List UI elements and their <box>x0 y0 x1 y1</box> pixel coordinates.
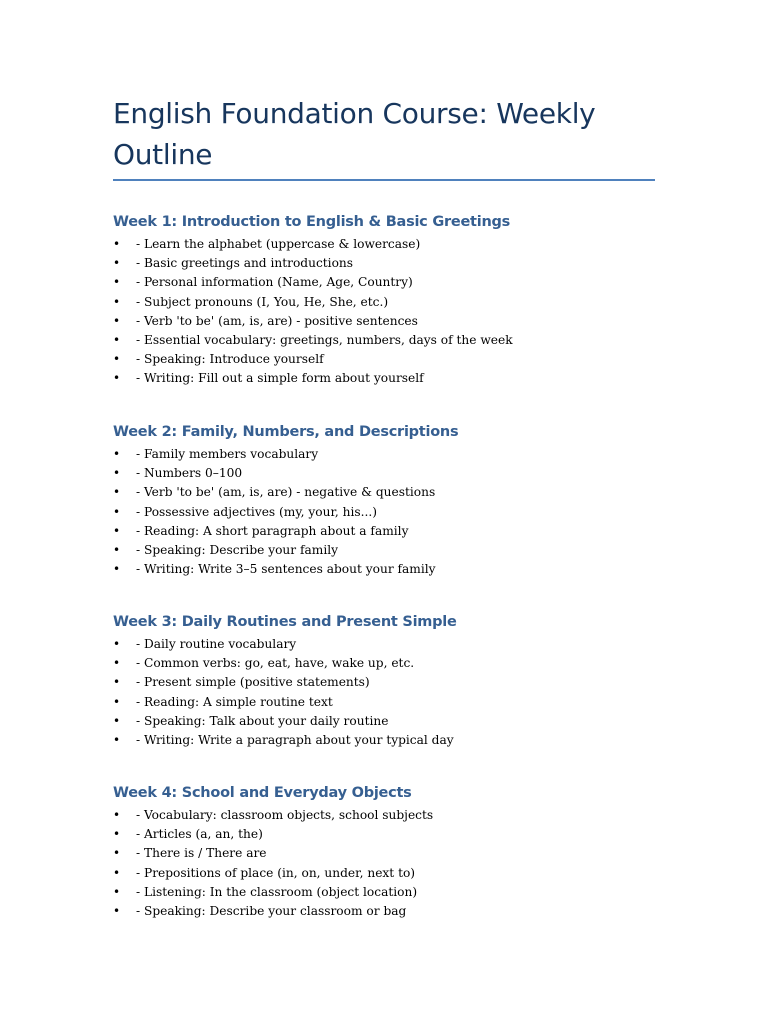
bullet-icon: • <box>113 542 121 557</box>
week-3-section <box>113 612 673 750</box>
bullet-icon: • <box>113 237 121 251</box>
week-1-heading: Week 1: Introduction to English & Basic Greetings <box>113 214 511 230</box>
list-item-text: - Essential vocabulary: greetings, numbers, days of the week <box>136 332 513 347</box>
bullet-icon: • <box>113 656 121 671</box>
list-item <box>113 235 673 254</box>
list-item <box>113 541 673 560</box>
list-item-text: - Learn the alphabet (uppercase & lowercase) <box>136 237 421 251</box>
list-item-text: - Verb 'to be' (am, is, are) - negative & questions <box>136 485 436 500</box>
bullet-icon: • <box>113 275 121 290</box>
bullet-icon: • <box>113 332 121 347</box>
bullet-icon: • <box>113 504 121 519</box>
list-item-text: - Listening: In the classroom (object location) <box>136 884 418 899</box>
list-item <box>113 522 673 541</box>
list-item <box>113 654 673 673</box>
week-3-heading: Week 3: Daily Routines and Present Simple <box>113 614 457 630</box>
list-item-text: - Speaking: Talk about your daily routine <box>136 713 389 728</box>
week-1-section <box>113 212 673 389</box>
list-item <box>113 712 673 731</box>
list-item <box>113 902 673 921</box>
list-item-text: - Numbers 0–100 <box>136 466 243 481</box>
week-2-section <box>113 422 673 579</box>
bullet-icon: • <box>113 466 121 481</box>
week-2-heading: Week 2: Family, Numbers, and Descriptions <box>113 424 459 440</box>
list-item-text: - Daily routine vocabulary <box>136 637 297 651</box>
bullet-icon: • <box>113 637 121 651</box>
list-item-text: - Speaking: Describe your family <box>136 542 338 557</box>
list-item <box>113 331 673 350</box>
bullet-icon: • <box>113 884 121 899</box>
bullet-icon: • <box>113 808 121 822</box>
list-item-text: - Writing: Write 3–5 sentences about your family <box>136 562 436 577</box>
list-item-text: - Reading: A short paragraph about a family <box>136 523 409 538</box>
bullet-icon: • <box>113 294 121 309</box>
list-item <box>113 369 673 388</box>
list-item <box>113 483 673 502</box>
page-title: English Foundation Course: Weekly Outline <box>113 97 596 171</box>
list-item-text: - Reading: A simple routine text <box>136 694 333 709</box>
bullet-icon: • <box>113 846 121 861</box>
list-item <box>113 844 673 863</box>
list-item-text: - Writing: Write a paragraph about your typical day <box>136 732 454 747</box>
list-item <box>113 312 673 331</box>
list-item <box>113 673 673 692</box>
bullet-icon: • <box>113 732 121 747</box>
week-3-list <box>113 635 673 750</box>
list-item-text: - Writing: Fill out a simple form about yourself <box>136 371 424 386</box>
list-item-text: - Family members vocabulary <box>136 447 319 461</box>
bullet-icon: • <box>113 903 121 918</box>
list-item <box>113 635 673 654</box>
list-item-text: - Prepositions of place (in, on, under, next to) <box>136 865 416 880</box>
list-item <box>113 693 673 712</box>
list-item <box>113 560 673 579</box>
bullet-icon: • <box>113 562 121 577</box>
bullet-icon: • <box>113 371 121 386</box>
list-item-text: - Speaking: Describe your classroom or bag <box>136 903 407 918</box>
week-2-list <box>113 445 673 579</box>
list-item-text: - Speaking: Introduce yourself <box>136 352 324 367</box>
bullet-icon: • <box>113 675 121 690</box>
bullet-icon: • <box>113 256 121 271</box>
list-item-text: - Verb 'to be' (am, is, are) - positive sentences <box>136 313 418 328</box>
list-item <box>113 806 673 825</box>
bullet-icon: • <box>113 313 121 328</box>
list-item-text: - Possessive adjectives (my, your, his...) <box>136 504 378 519</box>
bullet-icon: • <box>113 447 121 461</box>
list-item <box>113 503 673 522</box>
week-1-list <box>113 235 673 389</box>
bullet-icon: • <box>113 485 121 500</box>
list-item <box>113 731 673 750</box>
title-divider <box>113 179 655 181</box>
list-item-text: - Personal information (Name, Age, Country) <box>136 275 413 290</box>
week-4-section <box>113 783 673 921</box>
week-4-list <box>113 806 673 921</box>
list-item-text: - There is / There are <box>136 846 267 861</box>
list-item-text: - Present simple (positive statements) <box>136 675 370 690</box>
list-item <box>113 293 673 312</box>
bullet-icon: • <box>113 713 121 728</box>
bullet-icon: • <box>113 694 121 709</box>
list-item-text: - Basic greetings and introductions <box>136 256 354 271</box>
list-item-text: - Vocabulary: classroom objects, school subjects <box>136 808 434 822</box>
bullet-icon: • <box>113 827 121 842</box>
week-4-heading: Week 4: School and Everyday Objects <box>113 785 412 801</box>
list-item-text: - Articles (a, an, the) <box>136 827 263 842</box>
list-item-text: - Common verbs: go, eat, have, wake up, etc. <box>136 656 415 671</box>
list-item <box>113 273 673 292</box>
bullet-icon: • <box>113 523 121 538</box>
list-item <box>113 464 673 483</box>
list-item <box>113 445 673 464</box>
list-item <box>113 825 673 844</box>
list-item <box>113 883 673 902</box>
list-item <box>113 864 673 883</box>
bullet-icon: • <box>113 865 121 880</box>
bullet-icon: • <box>113 352 121 367</box>
list-item <box>113 350 673 369</box>
list-item <box>113 254 673 273</box>
list-item-text: - Subject pronouns (I, You, He, She, etc.) <box>136 294 389 309</box>
